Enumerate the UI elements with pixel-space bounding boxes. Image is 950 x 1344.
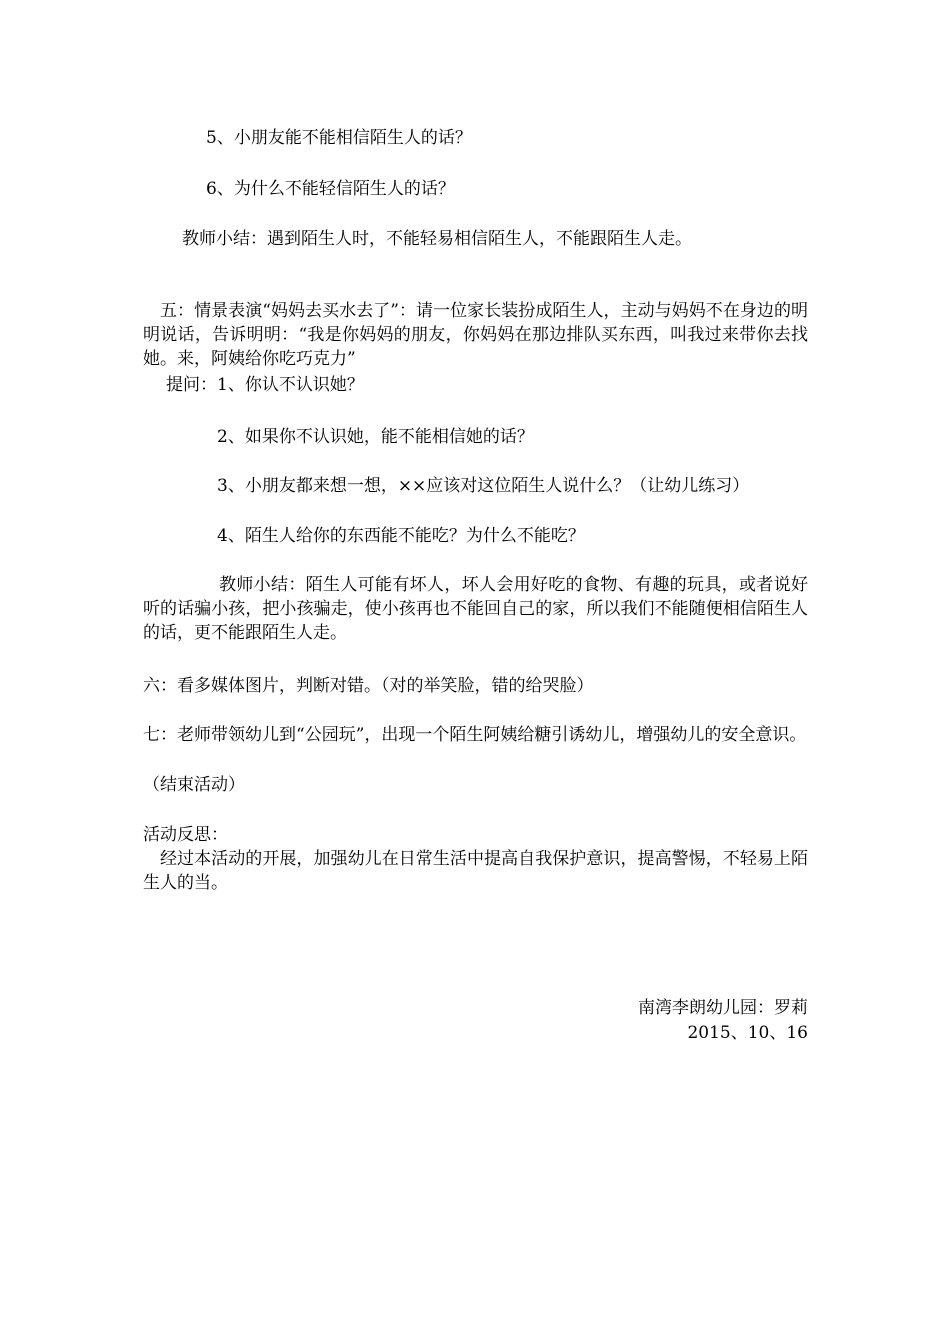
question-5: 5、小朋友能不能相信陌生人的话？: [206, 128, 472, 148]
reflection-heading: 活动反思：: [143, 825, 228, 845]
section-5-ask-2: 2、如果你不认识她，能不能相信她的话？: [217, 427, 534, 447]
signature-date: 2015、10、16: [687, 1023, 808, 1043]
teacher-summary-1: 教师小结：遇到陌生人时，不能轻易相信陌生人，不能跟陌生人走。: [182, 229, 692, 249]
question-6: 6、为什么不能轻信陌生人的话？: [206, 179, 455, 199]
signature-author: 南湾李朗幼儿园：罗莉: [638, 998, 808, 1018]
section-5-ask-1: 提问：1、你认不认识她？: [166, 375, 364, 395]
section-5-paragraph: 五：情景表演“妈妈去买水去了”：请一位家长装扮成陌生人，主动与妈妈不在身边的明明说话，告诉明明：“我是你妈妈的朋友，你妈妈在那边排队买东西，叫我过来带你去找她。来，阿姨给你吃巧克力”: [143, 301, 808, 369]
section-5-ask-4: 4、陌生人给你的东西能不能吃？为什么不能吃？: [217, 526, 585, 546]
reflection-body: 经过本活动的开展，加强幼儿在日常生活中提高自我保护意识，提高警惕，不轻易上陌生人的当。: [143, 849, 808, 893]
section-7-paragraph: 七：老师带领幼儿到“公园玩”，出现一个陌生阿姨给糖引诱幼儿，增强幼儿的安全意识。: [143, 725, 807, 745]
teacher-summary-2: 教师小结：陌生人可能有坏人，坏人会用好吃的食物、有趣的玩具，或者说好听的话骗小孩，把小孩骗走，使小孩再也不能回自己的家，所以我们不能随便相信陌生人的话，更不能跟陌生人走。: [143, 575, 808, 643]
section-6-paragraph: 六：看多媒体图片，判断对错。（对的举笑脸，错的给哭脸）: [143, 676, 594, 696]
section-5-ask-3: 3、小朋友都来想一想，××应该对这位陌生人说什么？（让幼儿练习）: [217, 476, 750, 496]
activity-end-note: （结束活动）: [143, 775, 245, 795]
